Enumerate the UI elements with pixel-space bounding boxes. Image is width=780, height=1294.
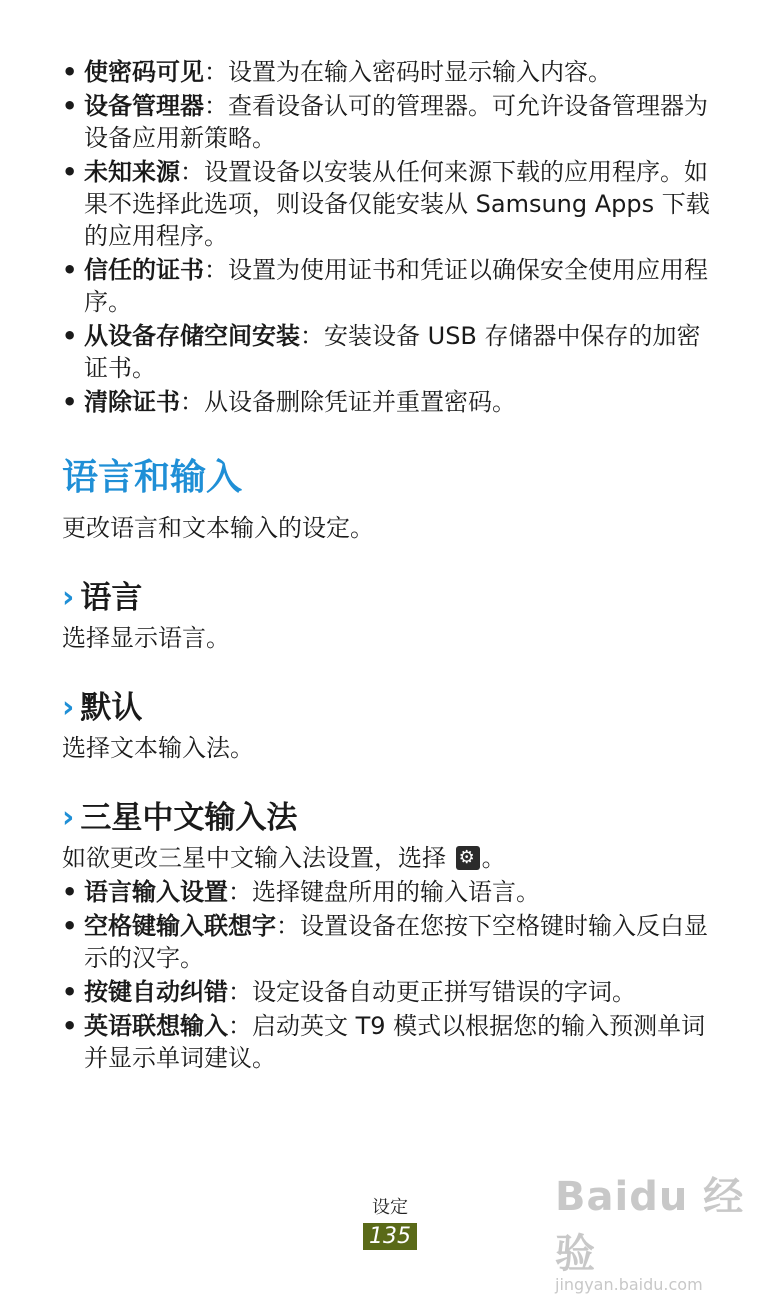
subsection-desc-default: 选择文本输入法。 — [62, 734, 254, 762]
page-number: 135 — [363, 1223, 417, 1250]
list-item: • 清除证书：从设备删除凭证并重置密码。 — [62, 386, 722, 418]
subsection-title-default: › 默认 — [62, 690, 143, 726]
list-item: • 使密码可见：设置为在输入密码时显示输入内容。 — [62, 56, 722, 88]
ime-settings-list — [62, 876, 722, 1074]
watermark-url: jingyan.baidu.com — [555, 1275, 703, 1294]
section-intro: 更改语言和文本输入的设定。 — [62, 514, 374, 542]
list-item: • 按键自动纠错：设定设备自动更正拼写错误的字词。 — [62, 976, 722, 1008]
chevron-right-icon: › — [62, 580, 75, 615]
list-item: • 信任的证书：设置为使用证书和凭证以确保安全使用应用程序。 — [62, 254, 722, 318]
subsection-desc-samsung-ime: 如欲更改三星中文输入法设置，选择 ⚙ 。 — [62, 842, 722, 874]
section-title: 语言和输入 — [62, 457, 243, 498]
document-page — [62, 56, 722, 1076]
subsection-title-language: › 语言 — [62, 580, 143, 616]
list-item: • 设备管理器：查看设备认可的管理器。可允许设备管理器为设备应用新策略。 — [62, 90, 722, 154]
subsection-title-samsung-ime: › 三星中文输入法 — [62, 800, 298, 836]
gear-icon — [456, 846, 480, 870]
watermark-logo: Baidu 经验 — [555, 1174, 745, 1277]
subsection-desc-language: 选择显示语言。 — [62, 624, 230, 652]
list-item: • 英语联想输入：启动英文 T9 模式以根据您的输入预测单词并显示单词建议。 — [62, 1010, 722, 1074]
security-list — [62, 56, 722, 418]
chevron-right-icon: › — [62, 690, 75, 725]
list-item: • 从设备存储空间安装：安装设备 USB 存储器中保存的加密证书。 — [62, 320, 722, 384]
footer-label: 设定 — [372, 1197, 408, 1218]
watermark — [555, 1165, 780, 1294]
list-item: • 空格键输入联想字：设置设备在您按下空格键时输入反白显示的汉字。 — [62, 910, 722, 974]
list-item: • 语言输入设置：选择键盘所用的输入语言。 — [62, 876, 722, 908]
chevron-right-icon: › — [62, 800, 75, 835]
list-item: • 未知来源：设置设备以安装从任何来源下载的应用程序。如果不选择此选项，则设备仅能安装从 Samsung Apps 下载的应用程序。 — [62, 156, 722, 252]
